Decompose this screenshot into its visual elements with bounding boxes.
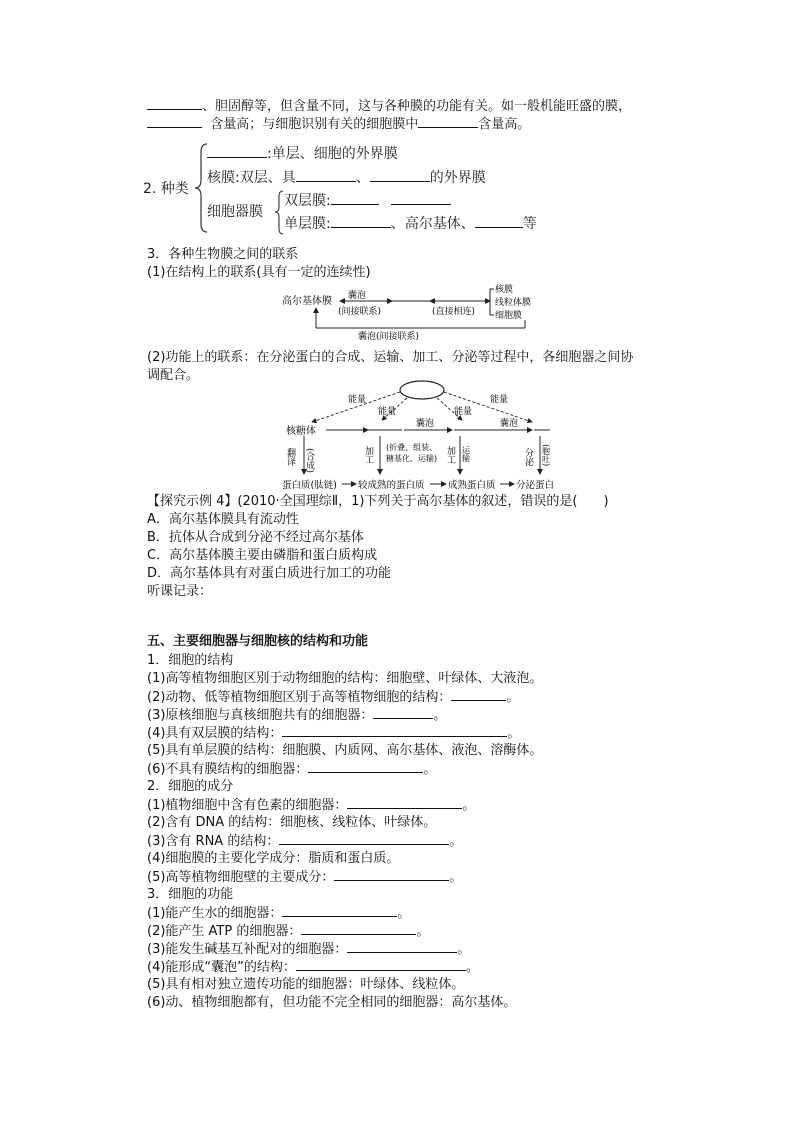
secretory-protein-diagram [282, 378, 572, 492]
ribosome-label: 核糖体 [286, 426, 316, 437]
svg-text:糖基化、运输): 糖基化、运输) [386, 454, 438, 463]
svg-text:分泌: 分泌 [523, 448, 533, 466]
section3-title: 3．各种生物膜之间的联系 [147, 247, 299, 262]
svg-text:能量: 能量 [348, 395, 367, 405]
types-label: 2. 种类 [143, 181, 189, 197]
example-question: 【探究示例 4】(2010·全国理综Ⅱ，1)下列关于高尔基体的叙述，错误的是( ) [147, 494, 609, 509]
answer-blank[interactable] [282, 724, 507, 737]
intro-text: 含量高。 [478, 117, 531, 132]
svg-text:(折叠、组装、: (折叠、组装、 [386, 443, 438, 452]
answer-blank[interactable] [147, 115, 202, 128]
answer-blank[interactable] [370, 169, 430, 182]
answer-blank[interactable] [296, 958, 466, 971]
svg-text:加工: 加工 [445, 446, 455, 464]
section3-sub1: (1)在结构上的联系(具有一定的连续性) [147, 265, 371, 280]
single-membrane-row: 单层膜: 、高尔基体、 等 [284, 216, 537, 232]
svg-text:(合成): (合成) [304, 448, 314, 474]
intro-line-2 [147, 115, 530, 134]
s3-title: 3．细胞的功能 [147, 887, 234, 902]
s2-item-5: (5)高等植物细胞壁的主要成分： 。 [147, 870, 463, 885]
svg-text:能量: 能量 [378, 407, 397, 417]
protein-chain-label: 蛋白质(肽链) [282, 480, 337, 491]
option-c[interactable]: C．高尔基体膜主要由磷脂和蛋白质构成 [147, 548, 378, 563]
answer-blank[interactable] [373, 706, 433, 719]
answer-blank[interactable] [308, 760, 423, 773]
svg-text:(直接相连): (直接相连) [432, 307, 476, 317]
answer-blank[interactable] [418, 115, 478, 128]
answer-blank[interactable] [296, 169, 356, 182]
answer-blank[interactable] [207, 145, 267, 158]
s1-item-5: (5)具有单层膜的结构：细胞膜、内质网、高尔基体、液泡、溶酶体。 [147, 743, 543, 758]
s2-title: 2．细胞的成分 [147, 779, 234, 794]
class-record-label: 听课记录： [147, 584, 213, 599]
s1-title: 1．细胞的结构 [147, 653, 234, 668]
svg-text:翻译: 翻译 [285, 448, 295, 466]
s3-item-2: (2)能产生 ATP 的细胞器： 。 [147, 924, 430, 939]
s2-item-2: (2)含有 DNA 的结构：细胞核、线粒体、叶绿体。 [147, 815, 437, 830]
section3-sub2-line2: 调配合。 [147, 368, 200, 383]
answer-blank[interactable] [331, 192, 379, 205]
s3-item-6: (6)动、植物细胞都有，但功能不完全相同的细胞器：高尔基体。 [147, 995, 517, 1010]
answer-blank[interactable] [301, 922, 416, 935]
mitochondrion-blank[interactable] [400, 381, 444, 399]
svg-text:囊泡: 囊泡 [416, 419, 435, 429]
answer-blank[interactable] [282, 904, 397, 917]
s1-item-3: (3)原核细胞与真核细胞共有的细胞器： 。 [147, 708, 447, 723]
answer-blank[interactable] [331, 215, 391, 228]
svg-text:能量: 能量 [490, 395, 509, 405]
s2-item-3: (3)含有 RNA 的结构： 。 [147, 834, 463, 849]
immature-protein-label: 较成熟的蛋白质 [358, 480, 425, 491]
secreted-protein-label: 分泌蛋白 [516, 480, 555, 491]
option-a[interactable]: A．高尔基体膜具有流动性 [147, 512, 299, 527]
s3-item-4: (4)能形成“囊泡”的结构： 。 [147, 960, 479, 975]
svg-text:加工: 加工 [363, 446, 373, 464]
answer-blank[interactable] [347, 796, 462, 809]
mature-protein-label: 成熟蛋白质 [448, 480, 496, 491]
answer-blank[interactable] [451, 688, 506, 701]
s2-item-1: (1)植物细胞中含有色素的细胞器： 。 [147, 798, 476, 813]
answer-blank[interactable] [279, 832, 449, 845]
s3-item-1: (1)能产生水的细胞器： 。 [147, 906, 411, 921]
nuclear-membrane-label: 核膜 [495, 285, 514, 295]
types-row-1: :单层、细胞的外界膜 [207, 143, 398, 163]
s2-item-4: (4)细胞膜的主要化学成分：脂质和蛋白质。 [147, 851, 400, 866]
answer-blank[interactable] [147, 97, 202, 110]
double-membrane-row: 双层膜: [284, 190, 451, 210]
types-row-3-label: 细胞器膜 [207, 204, 263, 220]
answer-blank[interactable] [347, 940, 457, 953]
option-b[interactable]: B．抗体从合成到分泌不经过高尔基体 [147, 530, 364, 545]
intro-line-1 [147, 97, 631, 116]
s3-item-3: (3)能发生碱基互补配对的细胞器： 。 [147, 942, 471, 957]
s1-item-2: (2)动物、低等植物细胞区别于高等植物细胞的结构： 。 [147, 690, 520, 705]
membrane-connection-diagram [280, 284, 550, 344]
s1-item-1: (1)高等植物细胞区别于动物细胞的结构：细胞壁、叶绿体、大液泡。 [147, 671, 543, 686]
intro-text: 含量高；与细胞识别有关的细胞膜中 [210, 117, 419, 132]
answer-blank[interactable] [475, 215, 523, 228]
section3-sub2-line1: (2)功能上的联系：在分泌蛋白的合成、运输、加工、分泌等过程中，各细胞器之间协 [147, 350, 634, 365]
answer-blank[interactable] [334, 868, 449, 881]
s1-item-6: (6)不具有膜结构的细胞器： 。 [147, 762, 437, 777]
s1-item-4: (4)具有双层膜的结构： 。 [147, 726, 521, 741]
svg-text:(胞吐): (胞吐) [541, 444, 551, 467]
types-row-2: 核膜:双层、具 、 的外界膜 [207, 170, 486, 186]
s3-item-5: (5)具有相对独立遗传功能的细胞器：叶绿体、线粒体。 [147, 977, 465, 992]
option-d[interactable]: D．高尔基体具有对蛋白质进行加工的功能 [147, 566, 392, 581]
svg-text:囊泡: 囊泡 [500, 419, 519, 429]
section5-title: 五、主要细胞器与细胞核的结构和功能 [147, 634, 369, 649]
svg-text:(间接联系): (间接联系) [338, 307, 382, 317]
svg-text:能量: 能量 [454, 407, 473, 417]
intro-text: 、胆固醇等，但含量不同，这与各种膜的功能有关。如一般机能旺盛的膜， [202, 99, 632, 114]
golgi-membrane-label: 高尔基体膜 [282, 296, 332, 307]
svg-text:囊泡: 囊泡 [348, 291, 367, 301]
svg-text:囊泡(间接联系): 囊泡(间接联系) [358, 332, 420, 342]
answer-blank[interactable] [391, 192, 451, 205]
cell-membrane-label: 细胞膜 [495, 311, 523, 321]
svg-text:运输: 运输 [461, 446, 471, 462]
mito-membrane-label: 线粒体膜 [495, 298, 532, 308]
